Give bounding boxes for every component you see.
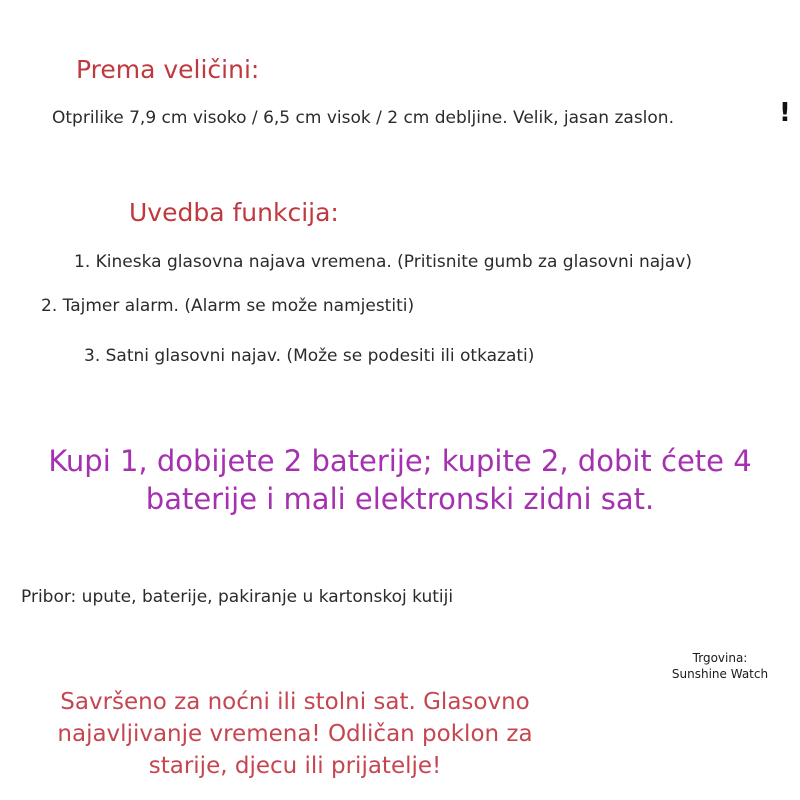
store-info <box>650 650 790 682</box>
accessories-text: Pribor: upute, baterije, pakiranje u kartonskoj kutiji <box>21 587 454 607</box>
feature-item: 2. Tajmer alarm. (Alarm se može namjestiti) <box>41 296 415 316</box>
feature-item: 1. Kineska glasovna najava vremena. (Pritisnite gumb za glasovni najav) <box>74 252 692 272</box>
promo-text <box>0 442 800 518</box>
closing-line: starije, djecu ili prijatelje! <box>148 753 442 779</box>
size-description: Otprilike 7,9 cm visoko / 6,5 cm visok / 2 cm debljine. Velik, jasan zaslon. <box>52 108 674 128</box>
promo-line: baterije i mali elektronski zidni sat. <box>145 482 655 516</box>
store-label: Trgovina: <box>692 651 748 665</box>
promo-line: Kupi 1, dobijete 2 baterije; kupite 2, dobit ćete 4 <box>48 444 752 478</box>
features-heading: Uvedba funkcija: <box>129 198 339 227</box>
store-name: Sunshine Watch <box>671 667 769 681</box>
closing-line: najavljivanje vremena! Odličan poklon za <box>57 721 533 747</box>
feature-item: 3. Satni glasovni najav. (Može se podesiti ili otkazati) <box>84 346 535 366</box>
size-heading: Prema veličini: <box>76 55 260 84</box>
exclamation-mark: ! <box>779 98 791 128</box>
closing-line: Savršeno za noćni ili stolni sat. Glasovno <box>60 689 530 715</box>
closing-text <box>20 686 570 782</box>
